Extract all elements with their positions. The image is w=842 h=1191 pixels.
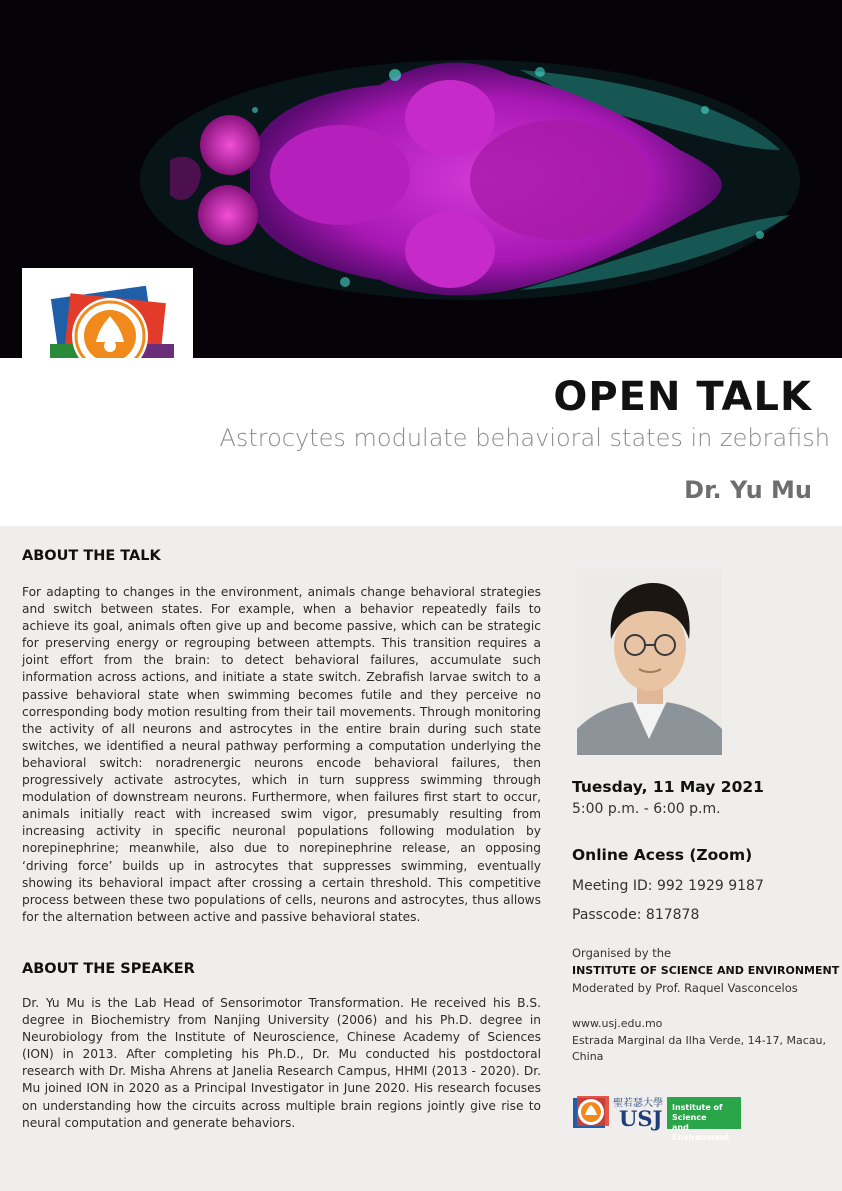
event-type-heading: OPEN TALK xyxy=(553,374,812,420)
meeting-id[interactable]: Meeting ID: 992 1929 9187 xyxy=(572,878,764,894)
meeting-passcode[interactable]: Passcode: 817878 xyxy=(572,907,700,923)
ise-logo-badge xyxy=(667,1097,741,1142)
footer-usj-logo xyxy=(571,1094,667,1136)
about-speaker-body: Dr. Yu Mu is the Lab Head of Sensorimotor Transformation. He received his B.S. degree in Biochemistry from Nanjing University (2006) and his Ph.D. degree in Neurobiology from the Institute of Neuroscience, Chinese Academy of Sciences (ION) in 2013. After completing his Ph.D., Dr. Mu conducted his postdoctoral research with Dr. Misha Ahrens at Janelia Research Campus, HHMI (2013 - 2020). Dr. Mu joined ION in 2020 as a Principal Investigator in June 2020. His research focuses on understanding how the circuits across multiple brain regions jointly give rise to neural computation and generate behaviors. xyxy=(22,996,541,1130)
organising-institute: INSTITUTE OF SCIENCE AND ENVIRONMENT xyxy=(572,964,840,977)
speaker-photo xyxy=(577,569,722,755)
speaker-portrait-icon xyxy=(577,569,722,755)
moderator: Moderated by Prof. Raquel Vasconcelos xyxy=(572,981,798,995)
footer-usj: USJ xyxy=(619,1106,663,1131)
about-talk-body: For adapting to changes in the environment, animals change behavioral strategies and switch between states. For example, when a behavior repeatedly fails to achieve its goal, animals often give up and become passive, which can be strategic for preserving energy or regrouping between attempts. This transition requires a joint effort from the brain: to detect behavioral failures, accumulate such information across actions, and initiate a state switch. Zebrafish larvae switch to a passive behavioral state when swimming becomes futile and they perceive no corresponding body motion resulting from their tail movements. Through monitoring the activity of all neurons and astrocytes in the entire brain during such state switches, we identified a neural pathway performing a computation underlying the behavioral switch: noradrenergic neurons encode behavioral failures, then progressively activate astrocytes, which in turn suppress swimming through modulation of downstream neurons. Furthermore, when failures first start to occur, animals initially react with increased swim vigor, presumably resulting from increasing activity in specific neuronal populations following modulation by norepinephrine; meanwhile, also due to norepinephrine release, an opposing ‘driving force’ builds up in astrocytes that suppresses swimming, eventually showing its behavioral impact after crossing a certain threshold. This competitive process between these two populations of cells, neurons and astrocytes, thus allows for the alternation between active and passive behavioral states. xyxy=(22,585,541,924)
organised-by-label: Organised by the xyxy=(572,946,672,960)
event-time: 5:00 p.m. - 6:00 p.m. xyxy=(572,801,721,817)
event-date: Tuesday, 11 May 2021 xyxy=(572,778,764,796)
footer-usj-cn: 聖若瑟大學 xyxy=(613,1098,663,1109)
about-speaker-heading: ABOUT THE SPEAKER xyxy=(22,961,195,977)
speaker-name: Dr. Yu Mu xyxy=(684,476,812,504)
talk-title: Astrocytes modulate behavioral states in zebrafish xyxy=(219,424,830,452)
about-talk-heading: ABOUT THE TALK xyxy=(22,548,161,564)
ise-line1: Institute of Science xyxy=(672,1103,723,1122)
online-access-label: Online Acess (Zoom) xyxy=(572,846,753,864)
website-link[interactable]: www.usj.edu.mo xyxy=(572,1017,663,1030)
address: Estrada Marginal da Ilha Verde, 14-17, Macau, China xyxy=(572,1034,827,1063)
ise-line2: and Environment xyxy=(672,1123,730,1142)
